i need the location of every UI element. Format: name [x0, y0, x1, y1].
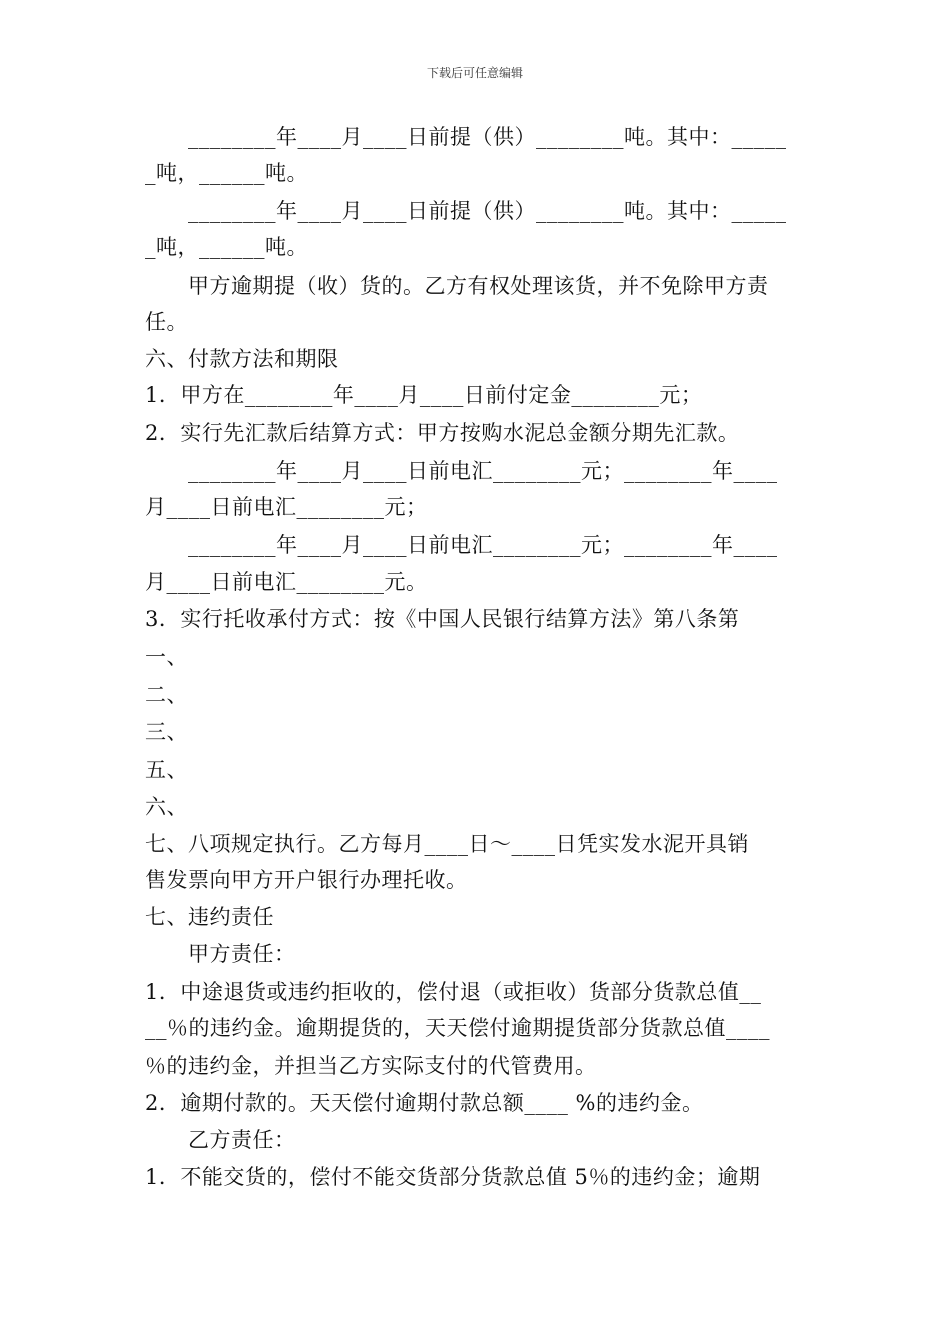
- contract-line: 月____日前电汇________元；: [145, 495, 428, 519]
- contract-line: 任。: [145, 310, 188, 334]
- contract-line: 一、: [145, 645, 188, 669]
- contract-line: 甲方责任：: [145, 942, 296, 966]
- contract-line: 售发票向甲方开户银行办理托收。: [145, 868, 468, 892]
- contract-line: 1．中途退货或违约拒收的，偿付退（或拒收）货部分货款总值__: [145, 980, 762, 1004]
- contract-line: 1．不能交货的，偿付不能交货部分货款总值 5％的违约金；逾期: [145, 1165, 761, 1189]
- contract-line: ________年____月____日前提（供）________吨。其中：_____: [145, 199, 787, 223]
- contract-line: 2．实行先汇款后结算方式：甲方按购水泥总金额分期先汇款。: [145, 421, 740, 445]
- section-heading: 六、付款方法和期限: [145, 347, 339, 371]
- contract-line: 乙方责任：: [145, 1128, 296, 1152]
- contract-line: _吨，______吨。: [145, 161, 308, 185]
- contract-line: ％的违约金，并担当乙方实际支付的代管费用。: [145, 1054, 597, 1078]
- contract-line: 三、: [145, 720, 188, 744]
- contract-line: ________年____月____日前电汇________元；________年____: [145, 533, 778, 557]
- contract-line: 六、: [145, 795, 188, 819]
- contract-line: ________年____月____日前电汇________元；________年____: [145, 459, 778, 483]
- contract-line: 2．逾期付款的。天天偿付逾期付款总额____ %的违约金。: [145, 1091, 704, 1115]
- contract-line: 甲方逾期提（收）货的。乙方有权处理该货，并不免除甲方责: [145, 274, 769, 298]
- contract-line: ________年____月____日前提（供）________吨。其中：_____: [145, 125, 787, 149]
- contract-line: 3．实行托收承付方式：按《中国人民银行结算方法》第八条第: [145, 607, 740, 631]
- contract-line: 七、八项规定执行。乙方每月____日～____日凭实发水泥开具销: [145, 832, 749, 856]
- section-heading: 七、违约责任: [145, 905, 274, 929]
- contract-line: __％的违约金。逾期提货的，天天偿付逾期提货部分货款总值____: [145, 1016, 770, 1040]
- page-header: 下载后可任意编辑: [426, 66, 523, 80]
- contract-line: 五、: [145, 758, 188, 782]
- contract-line: 月____日前电汇________元。: [145, 570, 428, 594]
- contract-line: 1．甲方在________年____月____日前付定金________元；: [145, 383, 703, 407]
- contract-line: _吨，______吨。: [145, 235, 308, 259]
- contract-line: 二、: [145, 683, 188, 707]
